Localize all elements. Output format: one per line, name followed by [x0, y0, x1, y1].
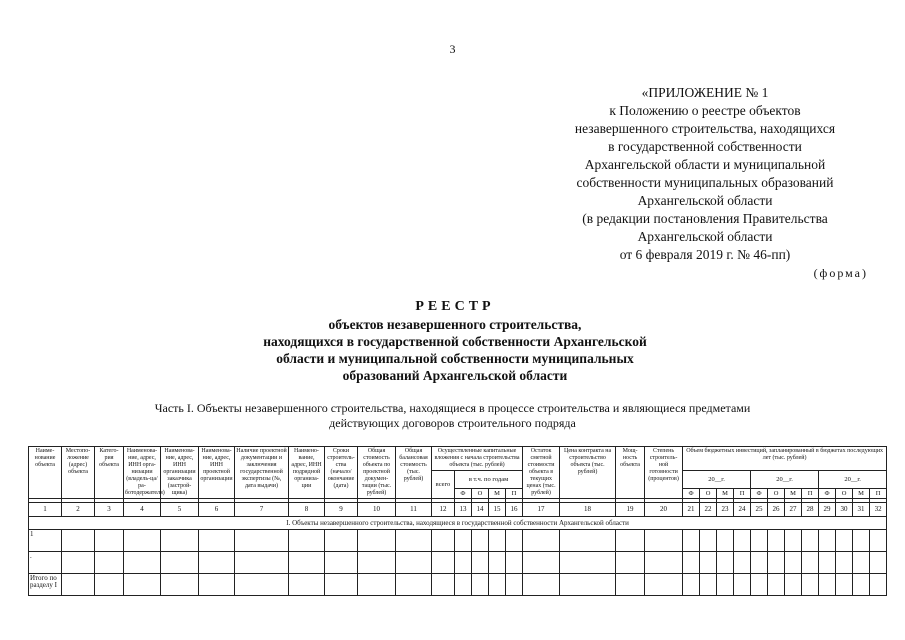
table-cell [751, 530, 768, 552]
column-number: 27 [785, 503, 802, 517]
col-subheader: в т.ч. по годам [455, 471, 523, 489]
table-cell [124, 530, 161, 552]
title-line: области и муниципальной собственности муниципальных [276, 351, 634, 366]
table-cell [802, 530, 819, 552]
column-number-row [29, 503, 887, 517]
appendix-line: собственности муниципальных образований [576, 175, 834, 190]
table-cell [751, 552, 768, 574]
table-cell [95, 574, 124, 596]
col-header: Цена контракта на строительство объекта (тыс. рублей) [560, 447, 616, 499]
column-number: 3 [95, 503, 124, 517]
table-cell [819, 574, 836, 596]
table-cell [325, 530, 358, 552]
title-head: РЕЕСТР [415, 299, 495, 314]
table-cell [432, 552, 455, 574]
title-line: находящихся в государственной собственности Архангельской [263, 334, 647, 349]
table-cell [819, 530, 836, 552]
title-line: объектов незавершенного строительства, [328, 317, 582, 332]
table-cell [819, 552, 836, 574]
source-header: П [506, 489, 523, 499]
column-number: 11 [396, 503, 432, 517]
table-cell [289, 574, 325, 596]
row-label: Итого по разделу I [29, 574, 62, 596]
table-cell [455, 574, 472, 596]
table-cell [289, 530, 325, 552]
table-cell [506, 552, 523, 574]
table-cell [489, 530, 506, 552]
source-header: О [768, 489, 785, 499]
table-cell [455, 530, 472, 552]
row-label: . [29, 552, 62, 574]
table-cell [235, 574, 289, 596]
part-heading [60, 401, 845, 431]
table-cell [396, 530, 432, 552]
part-line: Часть I. Объекты незавершенного строительства, находящиеся в процессе строительства и являющиеся предметами [154, 401, 751, 415]
register-table [28, 446, 887, 596]
table-cell [700, 530, 717, 552]
source-header: М [853, 489, 870, 499]
table-cell [853, 574, 870, 596]
col-header: Местопо-ложение (адрес) объекта [62, 447, 95, 499]
page-number: 3 [449, 42, 456, 56]
source-header: П [734, 489, 751, 499]
table-cell [199, 574, 235, 596]
table-cell [870, 552, 887, 574]
table-cell [506, 530, 523, 552]
table-cell [472, 574, 489, 596]
source-header: О [836, 489, 853, 499]
column-number: 32 [870, 503, 887, 517]
table-cell [768, 530, 785, 552]
table-cell [700, 574, 717, 596]
table-cell [95, 530, 124, 552]
col-header: Общая балансовая стоимость (тыс. рублей) [396, 447, 432, 499]
appendix-line: к Положению о реестре объектов [609, 103, 801, 118]
table-cell [62, 574, 95, 596]
table-row [29, 530, 887, 552]
table-cell [95, 552, 124, 574]
col-header: Степень строитель-ной готовности (процентов) [645, 447, 683, 499]
col-header: Наимено-вание, адрес, ИНН подрядной организа-ции [289, 447, 325, 499]
table-cell [199, 530, 235, 552]
table-cell [683, 574, 700, 596]
table-cell [836, 552, 853, 574]
table-cell [489, 574, 506, 596]
table-cell [802, 574, 819, 596]
column-number: 13 [455, 503, 472, 517]
table-cell [289, 552, 325, 574]
appendix-line: в государственной собственности [608, 139, 802, 154]
col-header: Осуществленные капитальные вложения с начала строительства объекта (тыс. рублей) [432, 447, 523, 471]
column-number: 24 [734, 503, 751, 517]
table-cell [235, 552, 289, 574]
col-header: Наименова-ние, адрес, ИНН орга-низации (владель-ца/ра-ботодержателя) [124, 447, 161, 499]
table-cell [717, 552, 734, 574]
column-number: 23 [717, 503, 734, 517]
document-title [150, 298, 760, 384]
table-cell [645, 574, 683, 596]
row-label: 1 [29, 530, 62, 552]
appendix-line: незавершенного строительства, находящихся [574, 121, 836, 136]
column-number: 16 [506, 503, 523, 517]
column-number: 1 [29, 503, 62, 517]
source-header: Ф [819, 489, 836, 499]
column-number: 20 [645, 503, 683, 517]
column-number: 17 [523, 503, 560, 517]
source-header: П [802, 489, 819, 499]
form-label: (форма) [813, 266, 868, 280]
column-number: 26 [768, 503, 785, 517]
appendix-line: Архангельской области и муниципальной [584, 157, 826, 172]
table-cell [199, 552, 235, 574]
table-cell [870, 530, 887, 552]
col-header: Катего-рия объекта [95, 447, 124, 499]
table-cell [124, 552, 161, 574]
col-header: Сроки строитель-ства (начало/ окончание (дата) [325, 447, 358, 499]
table-cell [717, 574, 734, 596]
table-cell [161, 552, 199, 574]
column-number: 28 [802, 503, 819, 517]
table-cell [768, 552, 785, 574]
table-cell [325, 552, 358, 574]
source-header: М [785, 489, 802, 499]
table-cell [683, 552, 700, 574]
table-cell [472, 530, 489, 552]
source-header: П [870, 489, 887, 499]
column-number: 2 [62, 503, 95, 517]
table-cell [560, 552, 616, 574]
column-number: 9 [325, 503, 358, 517]
table-row [29, 574, 887, 596]
col-header: Объем бюджетных инвестиций, запланированный в бюджетах последующих лет (тыс. рублей) [683, 447, 887, 471]
column-number: 31 [853, 503, 870, 517]
source-header: Ф [683, 489, 700, 499]
column-number: 4 [124, 503, 161, 517]
column-number: 29 [819, 503, 836, 517]
table-row [29, 552, 887, 574]
year-header: 20__г. [819, 471, 887, 489]
appendix-line: Архангельской области [637, 229, 773, 244]
column-number: 8 [289, 503, 325, 517]
table-cell [700, 552, 717, 574]
column-number: 6 [199, 503, 235, 517]
col-header: Остаток сметной стоимости объекта в текущих ценах (тыс. рублей) [523, 447, 560, 499]
column-number: 14 [472, 503, 489, 517]
section-row [29, 517, 887, 530]
part-line: действующих договоров строительного подряда [329, 416, 576, 430]
column-number: 5 [161, 503, 199, 517]
table-cell [62, 552, 95, 574]
appendix-line: «ПРИЛОЖЕНИЕ № 1 [641, 85, 769, 100]
table-cell [358, 552, 396, 574]
table-cell [560, 574, 616, 596]
table-cell [432, 574, 455, 596]
column-number: 12 [432, 503, 455, 517]
col-header: Мощ-ность объекта [616, 447, 645, 499]
table-cell [489, 552, 506, 574]
table-cell [472, 552, 489, 574]
table-cell [358, 530, 396, 552]
appendix-line: (в редакции постановления Правительства [582, 211, 828, 226]
table-cell [432, 530, 455, 552]
table-cell [802, 552, 819, 574]
appendix-line: от 6 февраля 2019 г. № 46-пп) [619, 247, 791, 262]
table-cell [717, 530, 734, 552]
section-title: I. Объекты незавершенного строительства, находящиеся в государственной собственности Архангельской области [29, 517, 887, 530]
column-number: 21 [683, 503, 700, 517]
table-cell [785, 530, 802, 552]
table-cell [523, 530, 560, 552]
col-header: Наименова-ние, адрес, ИНН проектной организации [199, 447, 235, 499]
table-cell [161, 530, 199, 552]
table-cell [768, 574, 785, 596]
source-header: Ф [455, 489, 472, 499]
column-number: 25 [751, 503, 768, 517]
table-cell [62, 530, 95, 552]
column-number: 10 [358, 503, 396, 517]
column-number: 7 [235, 503, 289, 517]
col-header: Общая стоимость объекта по проектной докумен-тации (тыс. рублей) [358, 447, 396, 499]
table-cell [506, 574, 523, 596]
table-cell [683, 530, 700, 552]
col-subheader: всего [432, 471, 455, 499]
table-cell [785, 552, 802, 574]
source-header: О [472, 489, 489, 499]
table-cell [455, 552, 472, 574]
table-cell [645, 552, 683, 574]
table-cell [523, 574, 560, 596]
table-cell [396, 552, 432, 574]
table-cell [734, 530, 751, 552]
source-header: О [700, 489, 717, 499]
column-number: 15 [489, 503, 506, 517]
col-header: Наличие проектной документации и заключения государственной экспертизы (№, дата выдачи) [235, 447, 289, 499]
year-header: 20__г. [683, 471, 751, 489]
table-cell [325, 574, 358, 596]
appendix-line: Архангельской области [637, 193, 773, 208]
table-cell [751, 574, 768, 596]
table-cell [616, 574, 645, 596]
col-header: Наименова-ние, адрес, ИНН организации заказчика (застрой-щика) [161, 447, 199, 499]
table-cell [734, 574, 751, 596]
table-cell [836, 530, 853, 552]
column-number: 19 [616, 503, 645, 517]
table-cell [396, 574, 432, 596]
source-header: М [489, 489, 506, 499]
table-cell [523, 552, 560, 574]
table-cell [616, 530, 645, 552]
header-row [29, 447, 887, 471]
year-header: 20__г. [751, 471, 819, 489]
table-cell [785, 574, 802, 596]
title-line: образований Архангельской области [342, 368, 568, 383]
source-header: М [717, 489, 734, 499]
table-cell [853, 530, 870, 552]
table-cell [124, 574, 161, 596]
table-cell [161, 574, 199, 596]
table-cell [734, 552, 751, 574]
table-cell [235, 530, 289, 552]
appendix-header [540, 84, 870, 264]
table-cell [358, 574, 396, 596]
table-cell [836, 574, 853, 596]
table-cell [560, 530, 616, 552]
table-cell [616, 552, 645, 574]
table-cell [870, 574, 887, 596]
source-header: Ф [751, 489, 768, 499]
table-cell [853, 552, 870, 574]
column-number: 22 [700, 503, 717, 517]
col-header: Наиме-нование объекта [29, 447, 62, 499]
column-number: 30 [836, 503, 853, 517]
column-number: 18 [560, 503, 616, 517]
table-cell [645, 530, 683, 552]
